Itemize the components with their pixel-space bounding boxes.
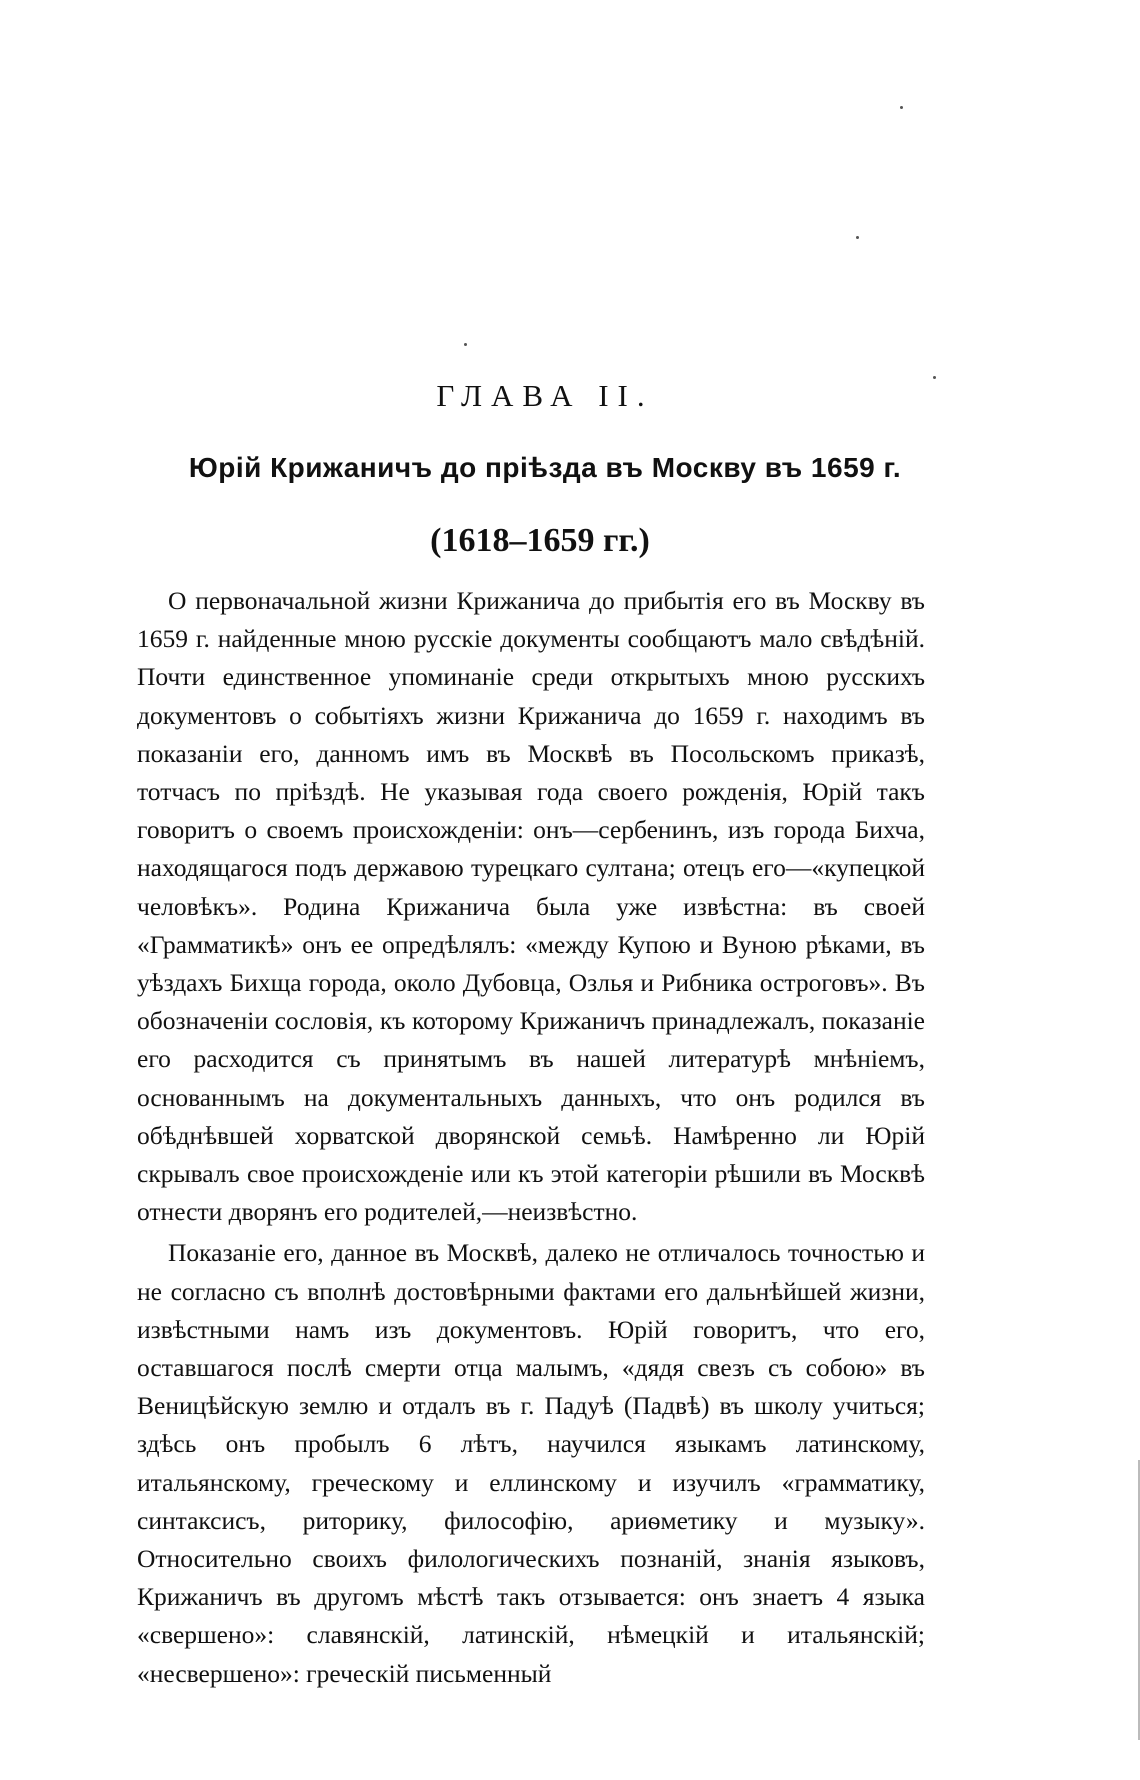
scan-speck: [856, 236, 859, 239]
body-text: [137, 582, 925, 1693]
chapter-years: (1618–1659 гг.): [430, 522, 650, 559]
paragraph: Показаніе его, данное въ Москвѣ, далеко не отличалось точностью и не согласно съ вполнѣ достовѣрными фактами его дальнѣйшей жизни, извѣстными намъ изъ документовъ. Юрій говоритъ, что его, оставшагося послѣ смерти отца малымъ, «дядя свезъ съ собою» въ Веницѣйскую землю и отдалъ въ г. Падуѣ (Падвѣ) въ школу учиться; здѣсь онъ пробылъ 6 лѣтъ, научился языкамъ латинскому, итальянскому, греческому и еллинскому и изучилъ «грамматику, синтаксисъ, риторику, философію, ариѳметику и музыку». Относительно своихъ филологическихъ познаній, знанія языковъ, Крижаничъ въ другомъ мѣстѣ такъ отзывается: онъ знаетъ 4 языка «свершено»: славянскій, латинскій, нѣмецкій и итальянскій; «несвершено»: греческій письменный: [137, 1238, 925, 1688]
scan-speck: [900, 106, 903, 109]
paragraph: О первоначальной жизни Крижанича до прибытія его въ Москву въ 1659 г. найденные мною русскіе документы сообщаютъ мало свѣдѣній. Почти единственное упоминаніе среди открытыхъ мною русскихъ документовъ о событіяхъ жизни Крижанича до 1659 г. находимъ въ показаніи его, данномъ имъ въ Москвѣ въ Посольскомъ приказѣ, тотчасъ по пріѣздѣ. Не указывая года своего рожденія, Юрій такъ говоритъ о своемъ происхожденіи: онъ—сербенинъ, изъ города Бихча, находящагося подъ державою турецкаго султана; отецъ его—«купецкой человѣкъ». Родина Крижанича была уже извѣстна: въ своей «Грамматикѣ» онъ ее опредѣлялъ: «между Купою и Вуною рѣками, въ уѣздахъ Бихща города, около Дубовца, Озлья и Рибника остроговъ». Въ обозначеніи сословія, къ которому Крижаничъ принадлежалъ, показаніе его расходится съ принятымъ въ нашей литературѣ мнѣніемъ, основаннымъ на документальныхъ данныхъ, что онъ родился въ обѣднѣвшей хорватской дворянской семьѣ. Намѣренно ли Юрій скрывалъ свое происхожденіе или къ этой категоріи рѣшили въ Москвѣ отнести дворянъ его родителей,—неизвѣстно.: [137, 586, 925, 1227]
chapter-title: Юрій Крижаничъ до пріѣзда въ Москву въ 1659 г.: [188, 452, 902, 483]
chapter-heading: ГЛАВА II.: [436, 378, 654, 413]
scan-speck: [464, 343, 467, 346]
scan-speck: [933, 376, 936, 379]
